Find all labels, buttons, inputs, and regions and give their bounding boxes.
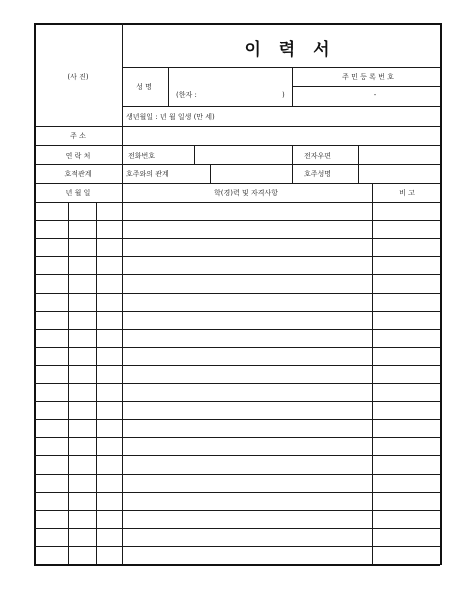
rrn-dash: - [373,91,377,99]
history-row-line [34,546,440,547]
line-under-title [122,67,440,68]
line-under-history-header [34,202,440,203]
line-rrn-split [292,86,440,87]
history-row-line [34,401,440,402]
history-row-line [34,274,440,275]
history-row-line [34,528,440,529]
history-row-line [34,383,440,384]
line-under-family [34,183,440,184]
history-row-line [34,365,440,366]
border-right [440,23,442,565]
history-row-line [34,419,440,420]
head-name-label: 호주성명 [304,170,332,178]
photo-label: (사 진) [67,73,89,81]
line-rrn-left [292,67,293,106]
form-title: 이 력 서 [244,40,336,60]
border-bottom [34,564,440,566]
line-under-contact [34,164,440,165]
history-row-line [34,293,440,294]
family-label: 호적관계 [64,170,92,178]
rrn-label: 주 민 등 록 번 호 [342,73,394,81]
history-row-line [34,455,440,456]
line-email-left [292,145,293,183]
history-row-line [34,256,440,257]
remarks-label: 비 고 [399,189,415,197]
line-email-split [358,145,359,183]
line-under-address [34,145,440,146]
line-relation-split [210,164,211,183]
history-label: 학(경)력 및 자격사항 [213,189,279,197]
history-row-line [34,311,440,312]
line-remarks-col [372,183,373,565]
border-top [34,23,440,25]
name-label: 성 명 [136,83,152,91]
date-label: 년 월 일 [65,189,91,197]
hanja-label: (한자 : [176,91,197,99]
history-row-line [34,347,440,348]
history-row-line [34,238,440,239]
line-label-column [122,23,123,565]
birth-line: 생년월일 : 년 월 일생 (만 세) [126,113,215,121]
history-row-line [34,329,440,330]
history-row-line [34,437,440,438]
border-left [34,23,36,565]
phone-label: 전화번호 [128,152,156,160]
history-row-line [34,220,440,221]
contact-label: 연 락 처 [65,152,91,160]
relation-label: 호주와의 관계 [126,170,169,178]
email-label: 전자우편 [304,152,332,160]
history-row-line [34,474,440,475]
hanja-close: ) [282,91,285,99]
line-under-name [122,106,440,107]
address-label: 주 소 [70,132,86,140]
line-phone-split [194,145,195,164]
history-row-line [34,510,440,511]
history-row-line [34,492,440,493]
line-name-split [168,67,169,106]
line-under-photo [34,126,440,127]
